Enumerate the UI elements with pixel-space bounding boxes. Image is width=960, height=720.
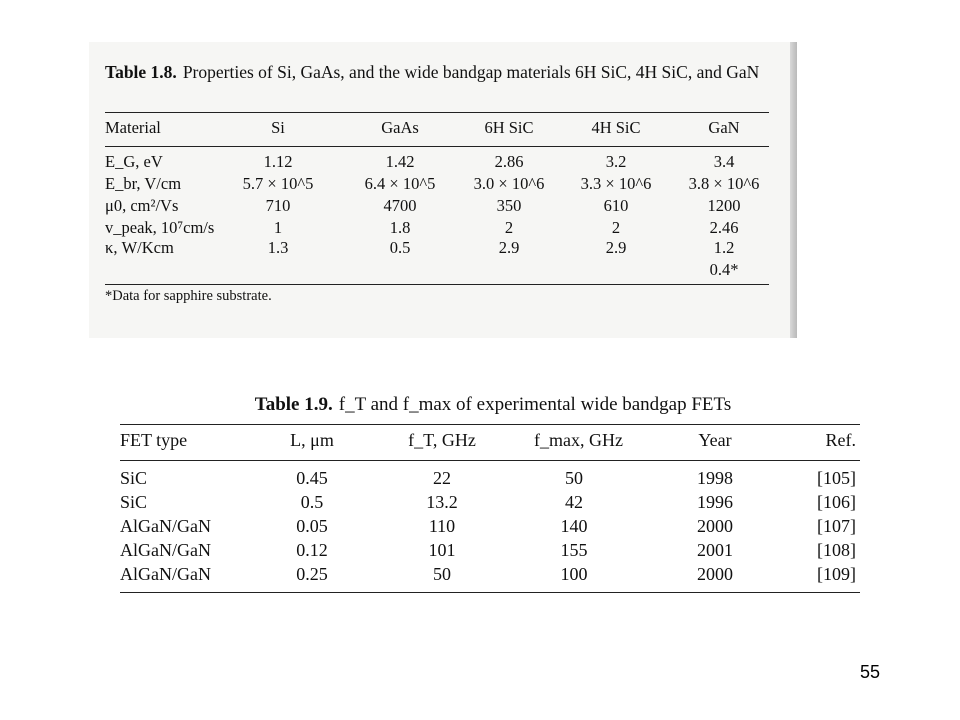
table-row [120, 492, 866, 516]
fet-type: SiC [120, 468, 148, 488]
row-label: E_G, eV [105, 152, 163, 171]
fet-type: SiC [120, 492, 148, 512]
table-1-8-header-rule [105, 146, 769, 147]
value-gaas: 6.4 × 10^5 [364, 174, 436, 193]
row-label: v_peak, 10⁷cm/s [105, 218, 215, 237]
header-gaas: GaAs [381, 118, 419, 137]
reference: [107] [817, 516, 856, 536]
fmax-value: 155 [560, 540, 588, 560]
value-gan-sapphire: 0.4* [709, 260, 739, 279]
table-row [105, 152, 769, 174]
table-row [105, 260, 769, 282]
fmax-value: 50 [565, 468, 583, 488]
page-number: 55 [859, 662, 880, 682]
gate-length: 0.45 [296, 468, 328, 488]
row-label: κ, W/Kcm [105, 238, 174, 257]
fmax-value: 42 [565, 492, 583, 512]
header-l: L, μm [290, 430, 334, 450]
reference: [109] [817, 564, 856, 584]
value-6h-sic: 2 [504, 218, 514, 237]
value-4h-sic: 3.3 × 10^6 [580, 174, 652, 193]
fet-type: AlGaN/GaN [120, 540, 211, 560]
value-4h-sic: 2 [611, 218, 621, 237]
value-si: 1.3 [267, 238, 289, 257]
value-si: 710 [265, 196, 291, 215]
table-row [120, 564, 866, 588]
value-6h-sic: 2.9 [498, 238, 520, 257]
value-gaas: 0.5 [389, 238, 411, 257]
fet-type: AlGaN/GaN [120, 564, 211, 584]
gate-length: 0.25 [296, 564, 328, 584]
gate-length: 0.5 [300, 492, 324, 512]
value-si: 5.7 × 10^5 [242, 174, 314, 193]
table-1-9-caption [108, 394, 878, 416]
table-1-8-bottom-rule [105, 284, 769, 285]
table-row [120, 468, 866, 492]
fmax-value: 100 [560, 564, 588, 584]
reference: [105] [817, 468, 856, 488]
ft-value: 50 [433, 564, 451, 584]
value-6h-sic: 3.0 × 10^6 [473, 174, 545, 193]
table-row [120, 540, 866, 564]
value-gan: 3.4 [713, 152, 735, 171]
header-material: Material [105, 118, 161, 137]
value-gaas: 1.42 [385, 152, 415, 171]
table-row [105, 218, 769, 240]
year: 1998 [697, 468, 733, 488]
gate-length: 0.05 [296, 516, 328, 536]
table-1-8-caption [105, 62, 765, 83]
table-1-8-header [105, 118, 769, 140]
header-year: Year [698, 430, 732, 450]
table-1-8-footnote: *Data for sapphire substrate. [105, 288, 272, 304]
table-row [105, 174, 769, 196]
value-gan: 1200 [707, 196, 741, 215]
table-1-8-top-rule [105, 112, 769, 113]
value-si: 1 [273, 218, 283, 237]
table-1-9-bottom-rule [120, 592, 860, 593]
value-4h-sic: 3.2 [605, 152, 627, 171]
table-1-9-label: Table 1.9. [254, 394, 333, 415]
value-gan: 1.2 [713, 238, 735, 257]
header-fet-type: FET type [120, 430, 188, 450]
reference: [106] [817, 492, 856, 512]
fmax-value: 140 [560, 516, 588, 536]
value-6h-sic: 350 [496, 196, 522, 215]
header-fmax: f_max, GHz [534, 430, 623, 450]
gate-length: 0.12 [296, 540, 328, 560]
value-gan: 3.8 × 10^6 [688, 174, 760, 193]
row-label: μ0, cm²/Vs [105, 196, 179, 215]
ft-value: 101 [428, 540, 456, 560]
value-gan: 2.46 [709, 218, 739, 237]
table-1-8-title: Properties of Si, GaAs, and the wide bandgap materials 6H SiC, 4H SiC, and GaN [182, 62, 760, 82]
value-6h-sic: 2.86 [494, 152, 524, 171]
header-ft: f_T, GHz [408, 430, 476, 450]
reference: [108] [817, 540, 856, 560]
value-si: 1.12 [263, 152, 293, 171]
table-1-9-title: f_T and f_max of experimental wide bandgap FETs [338, 394, 732, 415]
value-gaas: 1.8 [389, 218, 411, 237]
row-label: E_br, V/cm [105, 174, 182, 193]
value-gaas: 4700 [383, 196, 417, 215]
header-ref: Ref. [825, 430, 856, 450]
table-1-8-label: Table 1.8. [105, 62, 177, 82]
table-1-9-top-rule [120, 424, 860, 425]
table-1-8-scan [89, 42, 797, 338]
header-si: Si [271, 118, 285, 137]
ft-value: 13.2 [426, 492, 458, 512]
fet-type: AlGaN/GaN [120, 516, 211, 536]
table-1-9-header [120, 430, 866, 454]
ft-value: 110 [428, 516, 456, 536]
table-row [120, 516, 866, 540]
value-4h-sic: 610 [603, 196, 629, 215]
header-4h-sic: 4H SiC [591, 118, 641, 137]
year: 1996 [697, 492, 733, 512]
ft-value: 22 [433, 468, 451, 488]
year: 2000 [697, 564, 733, 584]
value-4h-sic: 2.9 [605, 238, 627, 257]
header-gan: GaN [708, 118, 740, 137]
table-1-9-header-rule [120, 460, 860, 461]
year: 2000 [697, 516, 733, 536]
table-row [105, 238, 769, 260]
header-6h-sic: 6H SiC [484, 118, 534, 137]
year: 2001 [697, 540, 733, 560]
scan-edge [790, 42, 797, 338]
table-row [105, 196, 769, 218]
table-1-9-scan [108, 386, 878, 618]
